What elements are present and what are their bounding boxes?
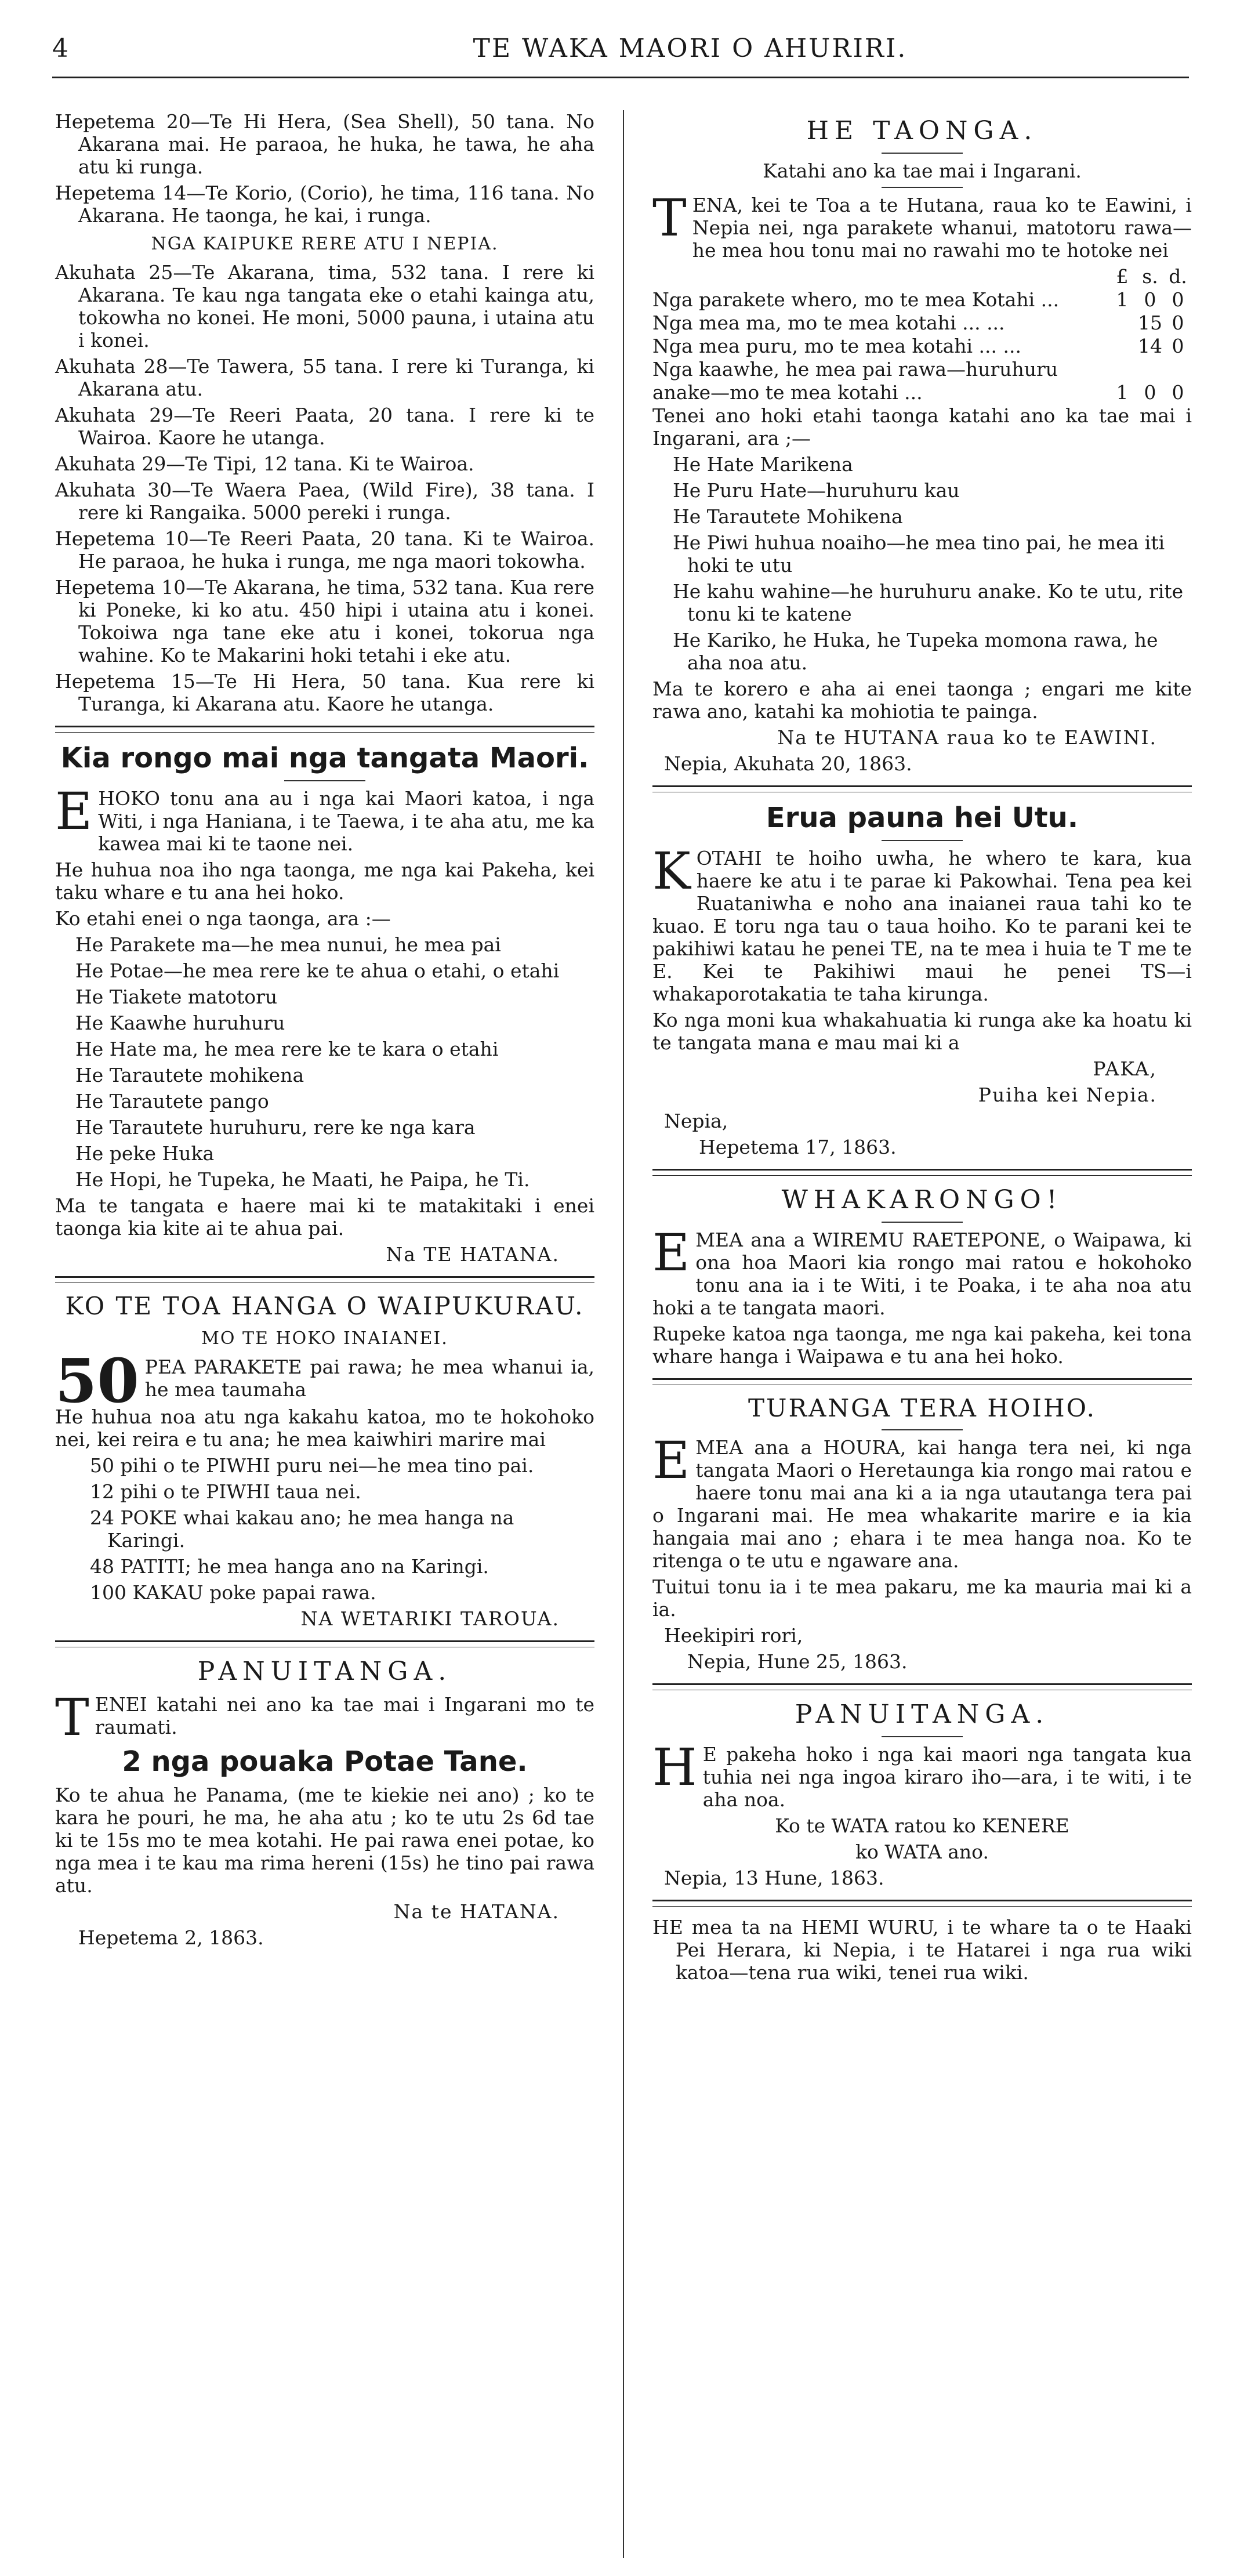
- right-column: [652, 110, 1192, 1987]
- list-item: 48 PATITI; he mea hanga ano na Karingi.: [90, 1555, 489, 1578]
- drop-cap: H: [652, 1737, 697, 1797]
- ad-paragraph: Tuitui tonu ia i te mea pakaru, me ka mauria mai ki a ia.: [652, 1575, 1192, 1621]
- section-divider: [55, 1640, 594, 1647]
- whakarongo-ad: [652, 1185, 1192, 1368]
- list-item: He Kaawhe huruhuru: [75, 1012, 285, 1034]
- ad-title: KO TE TOA HANGA O WAIPUKURAU.: [65, 1292, 585, 1320]
- list-item: He Hopi, he Tupeka, he Maati, he Paipa, he Ti.: [75, 1168, 530, 1191]
- shipping-out-section: [55, 261, 594, 715]
- ad-title: TURANGA TERA HOIHO.: [748, 1394, 1096, 1422]
- list-item: He Kariko, he Huka, he Tupeka momona rawa, he aha noa atu.: [673, 629, 1158, 674]
- ad-body: MEA ana a WIREMU RAETEPONE, o Waipawa, ki ona hoa Maori kia rongo mai ratou e hokohoko tonu ana ia i te Witi, i te Poaka, i te aha noa atu hoki a te tangata maori.: [652, 1229, 1192, 1319]
- ad-subtitle: MO TE HOKO INAIANEI.: [201, 1328, 448, 1349]
- ad-intro: ENEI katahi nei ano ka tae mai i Ingarani mo te raumati.: [95, 1693, 594, 1738]
- list-intro: Ko etahi enei o nga taonga, ara :—: [55, 907, 391, 930]
- large-number: 50: [55, 1345, 139, 1416]
- price-table: [652, 265, 1192, 404]
- shipping-out-heading: NGA KAIPUKE RERE ATU I NEPIA.: [151, 234, 499, 254]
- signature: NA WETARIKI TAROUA.: [300, 1607, 560, 1630]
- price-item: Nga parakete whero, mo te mea Kotahi ...: [652, 288, 1060, 311]
- short-rule: [882, 840, 963, 841]
- list-item: He kahu wahine—he huruhuru anake. Ko te utu, rite tonu ki te katene: [673, 580, 1184, 625]
- price-row: [652, 288, 1192, 311]
- ad-subtitle: Katahi ano ka tae mai i Ingarani.: [763, 160, 1082, 182]
- list-item: He Piwi huhua noaiho—he mea tino pai, he mea iti hoki te utu: [673, 531, 1165, 577]
- price-pounds: 1: [1116, 288, 1129, 311]
- ad-title: Erua pauna hei Utu.: [766, 802, 1079, 834]
- price-item: Nga mea ma, mo te mea kotahi ... ...: [652, 311, 1005, 334]
- drop-cap: T: [652, 188, 687, 248]
- signature: ko WATA ano.: [855, 1840, 989, 1863]
- price-item: Nga mea puru, mo te mea kotahi ... ...: [652, 335, 1021, 357]
- ad-title: WHAKARONGO!: [781, 1185, 1063, 1215]
- shipping-entry: Hepetema 15—Te Hi Hera, 50 tana. Kua rere ki Turanga, ki Akarana atu. Kaore he utanga.: [55, 670, 594, 715]
- ad-paragraph: Tenei ano hoki etahi taonga katahi ano ka tae mai i Ingarani, ara ;—: [652, 404, 1192, 450]
- column-rule: [623, 110, 624, 2558]
- ad-place: Nepia,: [664, 1110, 728, 1132]
- he-taonga-ad: [652, 116, 1192, 775]
- price-pounds: 1: [1116, 381, 1129, 404]
- short-rule: [882, 153, 963, 154]
- shipping-entry: Akuhata 29—Te Reeri Paata, 20 tana. I rere ki te Wairoa. Kaore he utanga.: [55, 404, 594, 449]
- drop-cap: K: [652, 841, 691, 901]
- price-pence: 0: [1172, 311, 1184, 334]
- ad-closing: Ma te tangata e haere mai ki te matakitaki i enei taonga kia kite ai te ahua pai.: [55, 1194, 594, 1240]
- signature: PAKA,: [1093, 1057, 1157, 1080]
- ad-paragraph: Ko nga moni kua whakahuatia ki runga ake ka hoatu ki te tangata mana e mau mai ki a: [652, 1009, 1192, 1054]
- signature: Ko te WATA ratou ko KENERE: [775, 1814, 1069, 1837]
- header-rule: [52, 77, 1189, 78]
- section-divider: [652, 1378, 1192, 1385]
- ad-title: PANUITANGA.: [197, 1657, 452, 1686]
- short-rule: [284, 780, 365, 781]
- section-divider: [55, 1276, 594, 1283]
- panuitanga-right-ad: [652, 1700, 1192, 1889]
- signature: Na TE HATANA.: [386, 1243, 560, 1266]
- currency-pounds: £: [1116, 265, 1129, 288]
- short-rule: [882, 1222, 963, 1223]
- list-item: He Hate Marikena: [673, 453, 853, 476]
- price-pence: 0: [1172, 335, 1184, 357]
- section-divider: [652, 1900, 1192, 1907]
- section-divider: [652, 785, 1192, 792]
- currency-pence: d.: [1169, 265, 1187, 288]
- list-item: 12 pihi o te PIWHI taua nei.: [90, 1480, 361, 1503]
- erua-pauna-ad: [652, 802, 1192, 1158]
- price-pounds: [1108, 311, 1136, 335]
- ad-title: HE TAONGA.: [806, 116, 1038, 146]
- ad-paragraph: He huhua noa iho nga taonga, me nga kai Pakeha, kei taku whare e tu ana hei hoko.: [55, 858, 594, 904]
- ad-date: Nepia, 13 Hune, 1863.: [664, 1867, 884, 1889]
- waipukurau-ad: [55, 1292, 594, 1630]
- kia-rongo-ad: [55, 742, 594, 1266]
- panuitanga-left-ad: [55, 1657, 594, 1949]
- list-item: He Tarautete pango: [75, 1090, 269, 1113]
- list-item: He Puru Hate—huruhuru kau: [673, 479, 960, 502]
- section-divider: [652, 1169, 1192, 1176]
- ad-date: Nepia, Akuhata 20, 1863.: [664, 752, 912, 775]
- list-item: 50 pihi o te PIWHI puru nei—he mea tino pai.: [90, 1454, 534, 1477]
- price-shillings: 14: [1138, 335, 1162, 357]
- shipping-entry: Hepetema 20—Te Hi Hera, (Sea Shell), 50 tana. No Akarana mai. He paraoa, he huka, he tawa, he aha atu ki runga.: [55, 110, 594, 178]
- drop-cap: E: [652, 1223, 690, 1282]
- shipping-entry: Akuhata 29—Te Tipi, 12 tana. Ki te Wairoa.: [55, 452, 474, 475]
- shipping-entry: Akuhata 30—Te Waera Paea, (Wild Fire), 38 tana. I rere ki Rangaika. 5000 pereki i runga.: [55, 479, 594, 524]
- shipping-entry: Hepetema 14—Te Korio, (Corio), he tima, 116 tana. No Akarana. He taonga, he kai, i runga.: [55, 182, 594, 227]
- ad-paragraph: Rupeke katoa nga taonga, me nga kai pakeha, kei tona whare hanga i Waipawa e tu ana hei hoko.: [652, 1323, 1192, 1368]
- ad-body: E pakeha hoko i nga kai maori nga tangata kua tuhia nei nga ingoa kiraro iho—ara, i te witi, i te aha noa.: [702, 1743, 1192, 1811]
- ad-title: PANUITANGA.: [795, 1700, 1050, 1729]
- signature: Na te HATANA.: [393, 1900, 560, 1923]
- ad-body: OTAHI te hoiho uwha, he whero te kara, kua haere ke atu i te parae ki Pakowhai. Tena pea kei Ruataniwha e noho ana inaianei raua tahi ko te kuao. E toru nga tau o taua hoiho. Ko te parani kei te pakihiwi katau he penei TE, na te mea i huia te T me te E. Kei te Pakihiwi maui he penei TS—i whakaporotakatia te taha kirunga.: [652, 847, 1192, 1005]
- page-header: [52, 23, 1189, 70]
- page-number: 4: [52, 34, 68, 63]
- ad-address: Heekipiri rori,: [664, 1624, 803, 1647]
- price-header-row: [652, 265, 1192, 288]
- drop-cap: T: [55, 1687, 89, 1747]
- shipping-entry: Akuhata 25—Te Akarana, tima, 532 tana. I rere ki Akarana. Te kau nga tangata eke o etahi kainga atu, tokowha no konei. He moni, 5000 pauna, i utaina atu i konei.: [55, 261, 594, 352]
- ad-body: MEA ana a HOURA, kai hanga tera nei, ki nga tangata Maori o Heretaunga kia rongo mai ratou e haere tonu mai ana ki a ia nga utautanga tera pai o Ingarani mai. He mea whakarite marire e ia kia hangaia mai ano ; ehara i te mea hanga noa. Ko te ritenga o te utu e ngaware ana.: [652, 1436, 1192, 1572]
- short-rule: [882, 1429, 963, 1430]
- list-item: He Tarautete mohikena: [75, 1064, 304, 1086]
- shipping-entry: Hepetema 10—Te Akarana, he tima, 532 tana. Kua rere ki Poneke, ki ko atu. 450 hipi i utaina atu i konei. Tokoiwa nga tane eke atu i konei, tokorua nga wahine. Ko te Makarini hoki tetahi i eke atu.: [55, 576, 594, 666]
- price-pence: 0: [1172, 381, 1184, 404]
- ad-date: Hepetema 2, 1863.: [78, 1926, 264, 1949]
- ad-date: Nepia, Hune 25, 1863.: [687, 1650, 908, 1673]
- shipping-entry: Akuhata 28—Te Tawera, 55 tana. I rere ki Turanga, ki Akarana atu.: [55, 355, 594, 400]
- signature: Na te HUTANA raua ko te EAWINI.: [777, 726, 1157, 749]
- drop-cap: E: [55, 781, 93, 841]
- price-shillings: 0: [1144, 288, 1156, 311]
- short-rule: [882, 187, 963, 188]
- signature-title: Puiha kei Nepia.: [978, 1084, 1157, 1106]
- drop-cap: E: [652, 1430, 690, 1490]
- left-column: [55, 110, 594, 1952]
- list-item: He Hate ma, he mea rere ke te kara o etahi: [75, 1038, 499, 1060]
- list-item: He Tiakete matotoru: [75, 986, 278, 1008]
- section-divider: [55, 726, 594, 733]
- price-row: [652, 335, 1192, 358]
- list-item: 24 POKE whai kakau ano; he mea hanga na Karingi.: [90, 1506, 514, 1552]
- price-row: [652, 358, 1192, 404]
- ad-subtitle: 2 nga pouaka Potae Tane.: [122, 1745, 528, 1778]
- turanga-tera-ad: [652, 1394, 1192, 1673]
- ad-date: Hepetema 17, 1863.: [699, 1136, 897, 1158]
- ad-closing: Ma te korero e aha ai enei taonga ; engari me kite rawa ano, katahi ka mohiotia te painga.: [652, 677, 1192, 723]
- ad-intro: PEA PARAKETE pai rawa; he mea whanui ia, he mea taumaha: [144, 1356, 594, 1401]
- shipping-entry: Hepetema 10—Te Reeri Paata, 20 tana. Ki te Wairoa. He paraoa, he huka i runga, me nga maori tokowha.: [55, 527, 594, 573]
- ad-intro: HOKO tonu ana au i nga kai Maori katoa, i nga Witi, i nga Haniana, i te Taewa, i te aha atu, me ka kawea mai ki te taone nei.: [98, 787, 594, 855]
- list-item: He peke Huka: [75, 1142, 215, 1165]
- ad-intro: ENA, kei te Toa a te Hutana, raua ko te Eawini, i Nepia nei, nga parakete whanui, matotoru rawa—he mea hou tonu mai no rawahi mo te hotoke nei: [692, 194, 1192, 262]
- ad-title: Kia rongo mai nga tangata Maori.: [60, 742, 589, 774]
- list-item: He Parakete ma—he mea nunui, he mea pai: [75, 933, 501, 956]
- price-pence: 0: [1172, 288, 1184, 311]
- ad-paragraph: He huhua noa atu nga kakahu katoa, mo te hokohoko nei, kei reira e tu ana; he mea kaiwhiri marire mai: [55, 1405, 594, 1451]
- list-item: He Tarautete huruhuru, rere ke nga kara: [75, 1116, 476, 1139]
- list-item: He Tarautete Mohikena: [673, 505, 903, 528]
- price-row: [652, 311, 1192, 335]
- price-shillings: 0: [1144, 381, 1156, 404]
- price-pounds: [1108, 335, 1136, 358]
- list-item: He Potae—he mea rere ke te ahua o etahi, o etahi: [75, 959, 560, 982]
- section-divider: [652, 1683, 1192, 1690]
- printer-notice: HE mea ta na HEMI WURU, i te whare ta o te Haaki Pei Herara, ki Nepia, i te Hatarei i nga rua wiki katoa—tena rua wiki, tenei rua wiki.: [652, 1916, 1192, 1984]
- currency-shillings: s.: [1142, 265, 1158, 288]
- ad-paragraph: Ko te ahua he Panama, (me te kiekie nei ano) ; ko te kara he pouri, he ma, he aha atu ; ko te utu 2s 6d tae ki te 15s mo te mea kotahi. He pai rawa enei potae, ko nga mea i te kau ma rima hereni (15s) he tino pai rawa atu.: [55, 1784, 594, 1897]
- price-item: Nga kaawhe, he mea pai rawa—huruhuru anake—mo te mea kotahi ...: [652, 358, 1058, 404]
- price-shillings: 15: [1138, 311, 1162, 334]
- shipping-in-section: [55, 110, 594, 227]
- short-rule: [882, 1736, 963, 1737]
- list-item: 100 KAKAU poke papai rawa.: [90, 1581, 376, 1604]
- running-title: TE WAKA MAORI O AHURIRI.: [473, 34, 908, 63]
